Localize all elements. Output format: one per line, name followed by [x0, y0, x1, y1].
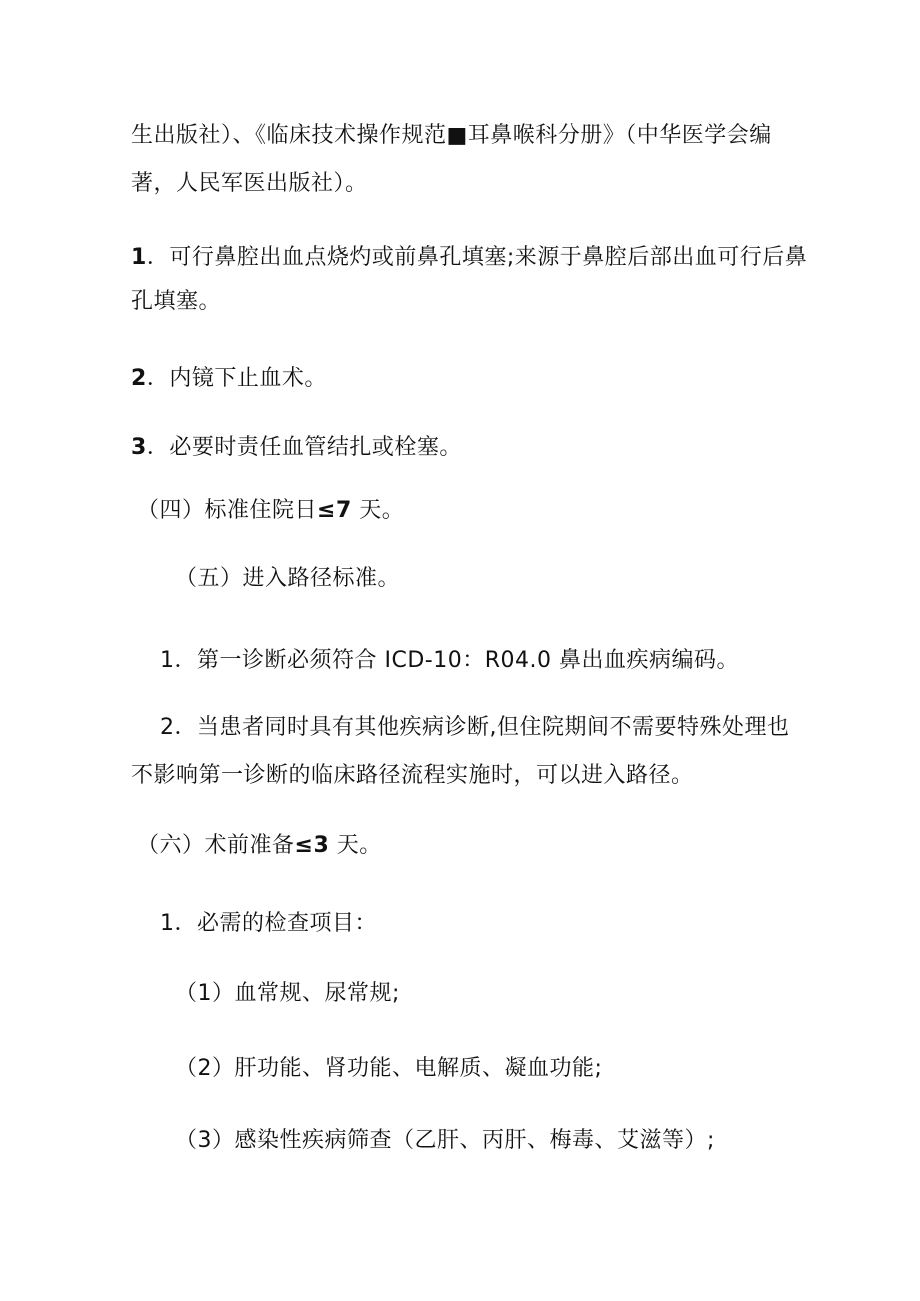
sub-list-item: [175, 978, 400, 1010]
line-text: 孔填塞。: [131, 289, 222, 314]
item-number: （3）: [175, 1128, 235, 1153]
section-heading: [137, 495, 404, 527]
item-number: （1）: [175, 981, 235, 1006]
item-text: ．必要时责任血管结扎或栓塞。: [146, 435, 462, 460]
line-text: 著，人民军医出版社）。: [131, 171, 368, 196]
heading-number: ≤3: [294, 833, 330, 858]
section-heading: [137, 830, 382, 862]
item-number: 2: [131, 366, 147, 391]
heading-suffix: 天。: [329, 833, 382, 858]
paragraph-line: [131, 286, 221, 318]
item-text: 感染性疾病筛查（乙肝、丙肝、梅毒、艾滋等）;: [234, 1128, 715, 1153]
list-item: [160, 712, 790, 744]
sub-list-item: [175, 1053, 602, 1085]
heading-prefix: （四）标准住院日: [137, 498, 318, 523]
list-item: [160, 908, 377, 940]
list-item: [160, 645, 739, 677]
heading-prefix: （六）术前准备: [137, 833, 295, 858]
paragraph-line: [131, 168, 368, 200]
item-text: ．可行鼻腔出血点烧灼或前鼻孔填塞;来源于鼻腔后部出血可行后鼻: [146, 245, 808, 270]
section-heading: [175, 563, 400, 595]
item-number: 1: [160, 648, 175, 673]
line-text: 生出版社）、《临床技术操作规范■耳鼻喉科分册》（中华医学会编: [131, 123, 772, 148]
heading-number: ≤7: [317, 498, 352, 523]
item-text: 血常规、尿常规;: [234, 981, 400, 1006]
paragraph-line: [131, 120, 772, 152]
item-text: 肝功能、肾功能、电解质、凝血功能;: [234, 1056, 603, 1081]
line-text: 不影响第一诊断的临床路径流程实施时，可以进入路径。: [131, 763, 694, 788]
item-number: 3: [131, 435, 147, 460]
sub-list-item: [175, 1125, 715, 1157]
item-number: 1: [131, 245, 147, 270]
item-number: 1: [160, 911, 175, 936]
list-item: [131, 242, 807, 274]
item-number: （2）: [175, 1056, 235, 1081]
item-number: 2: [160, 715, 175, 740]
list-item: [131, 432, 462, 464]
paragraph-line: [131, 760, 694, 792]
item-text: ．内镜下止血术。: [146, 366, 327, 391]
heading-suffix: 天。: [351, 498, 405, 523]
item-text: ．当患者同时具有其他疾病诊断,但住院期间不需要特殊处理也: [174, 715, 790, 740]
item-text: ．必需的检查项目：: [174, 911, 378, 936]
item-text: ．第一诊断必须符合 ICD-10：R04.0 鼻出血疾病编码。: [174, 648, 739, 673]
list-item: [131, 363, 327, 395]
heading-text: （五）进入路径标准。: [175, 566, 401, 591]
